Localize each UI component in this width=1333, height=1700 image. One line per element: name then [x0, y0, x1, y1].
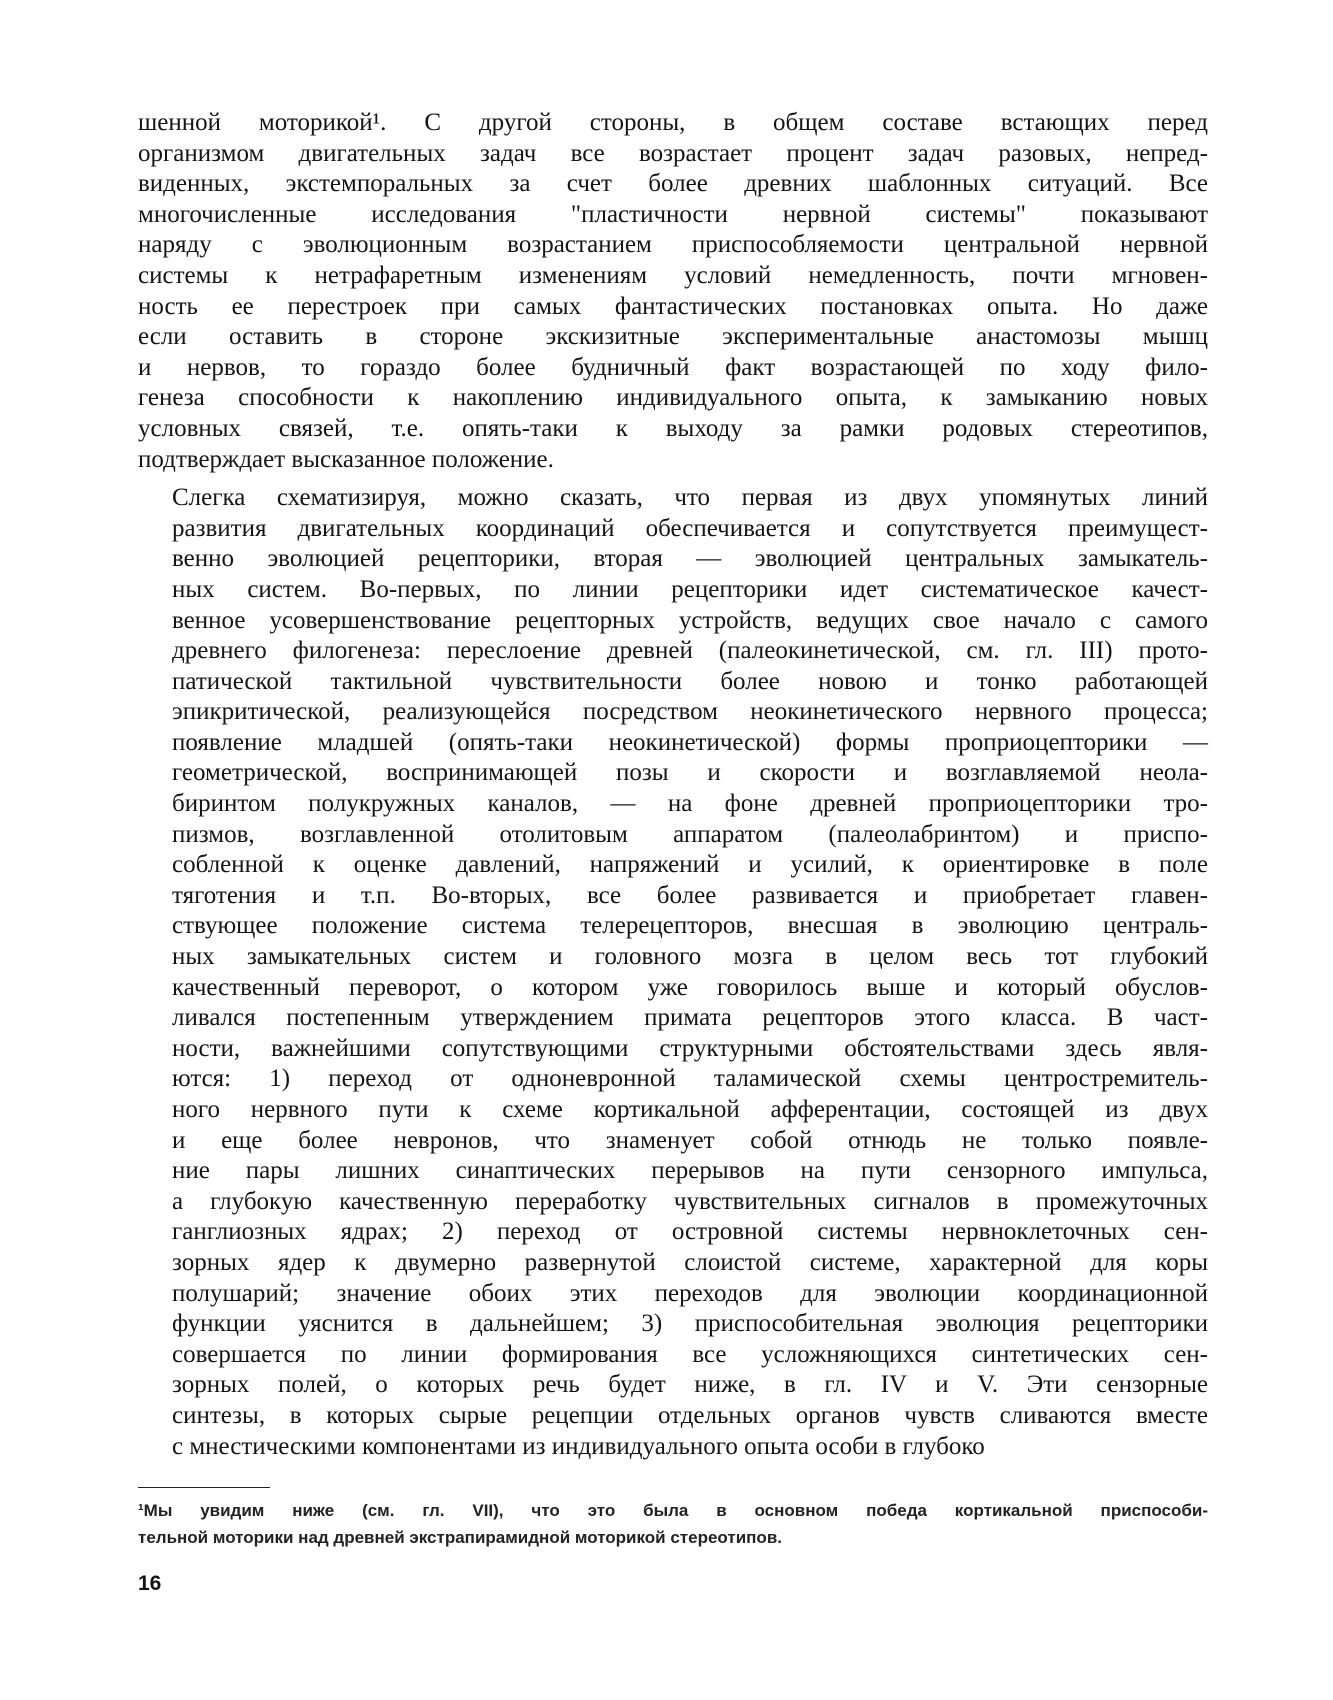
paragraph-1-line: если оставить в стороне экскизитные экспериментальные анастомозы мышц	[138, 323, 1208, 351]
paragraph-2-line: тяготения и т.п. Во-вторых, все более развивается и приобретает главен-	[172, 881, 1208, 909]
paragraph-2-line: зорных ядер к двумерно развернутой слоистой системе, характерной для коры	[172, 1248, 1208, 1276]
paragraph-2-line: собленной к оценке давлений, напряжений и усилий, к ориентировке в поле	[172, 851, 1208, 879]
paragraph-2-line: полушарий; значение обоих этих переходов для эволюции координационной	[172, 1279, 1208, 1307]
page-body	[138, 108, 1208, 1462]
paragraph-2-line: ливался постепенным утверждением примата рецепторов этого класса. В част-	[172, 1004, 1208, 1032]
paragraph-2-line: а глубокую качественную переработку чувствительных сигналов в промежуточных	[172, 1187, 1208, 1215]
paragraph-1-line: организмом двигательных задач все возрастает процент задач разовых, непред-	[138, 139, 1208, 167]
paragraph-1-line: многочисленные исследования "пластичности нервной системы" показывают	[138, 200, 1208, 228]
paragraph-2-line: с мнестическими компонентами из индивидуального опыта особи в глубоко	[172, 1432, 985, 1460]
paragraph-2-line: эпикритической, реализующейся посредством неокинетического нервного процесса;	[172, 698, 1208, 726]
paragraph-2-line: геометрической, воспринимающей позы и скорости и возглавляемой неола-	[172, 759, 1208, 787]
paragraph-2-line: синтезы, в которых сырые рецепции отдельных органов чувств сливаются вместе	[172, 1401, 1208, 1429]
paragraph-2-line: развития двигательных координаций обеспечивается и сопутствуется преимущест-	[172, 514, 1208, 542]
paragraph-2-line: зорных полей, о которых речь будет ниже, в гл. IV и V. Эти сензорные	[172, 1371, 1208, 1399]
page-number: 16	[138, 1572, 162, 1595]
footnote-separator	[138, 1487, 270, 1488]
paragraph-2-line: патической тактильной чувствительности более новою и тонко работающей	[172, 667, 1208, 695]
paragraph-2-line: функции уяснится в дальнейшем; 3) приспособительная эволюция рецепторики	[172, 1310, 1208, 1338]
paragraph-2-line: венно эволюцией рецепторики, вторая — эволюцией центральных замыкатель-	[172, 545, 1208, 573]
paragraph-1-line: и нервов, то гораздо более будничный факт возрастающей по ходу фило-	[138, 353, 1208, 381]
paragraph-2-line: древнего филогенеза: переслоение древней (палеокинетической, см. гл. III) прото-	[172, 637, 1208, 665]
paragraph-1-line: подтверждает высказанное положение.	[138, 445, 554, 473]
paragraph-1-line: генеза способности к накоплению индивидуального опыта, к замыканию новых	[138, 384, 1208, 412]
paragraph-2	[138, 483, 1208, 1462]
paragraph-1-line: условных связей, т.е. опять-таки к выходу за рамки родовых стереотипов,	[138, 414, 1208, 442]
paragraph-2-line: ности, важнейшими сопутствующими структурными обстоятельствами здесь явля-	[172, 1034, 1208, 1062]
footnote-line: тельной моторики над древней экстрапирамидной моторикой стереотипов.	[138, 1528, 782, 1547]
paragraph-2-line: ного нервного пути к схеме кортикальной афферентации, состоящей из двух	[172, 1096, 1208, 1123]
paragraph-2-line: Слегка схематизируя, можно сказать, что первая из двух упомянутых линий	[172, 484, 1208, 512]
paragraph-1-line: виденных, экстемпоральных за счет более древних шаблонных ситуаций. Все	[138, 170, 1208, 198]
paragraph-2-line: ганглиозных ядрах; 2) переход от островной системы нервноклеточных сен-	[172, 1218, 1208, 1246]
paragraph-2-line: совершается по линии формирования все усложняющихся синтетических сен-	[172, 1340, 1208, 1368]
footnote-line: ¹Мы увидим ниже (см. гл. VII), что это была в основном победа кортикальной приспособи-	[138, 1501, 1208, 1520]
paragraph-1-line: шенной моторикой¹. С другой стороны, в общем составе встающих перед	[138, 109, 1208, 136]
paragraph-2-line: ных замыкательных систем и головного мозга в целом весь тот глубокий	[172, 943, 1208, 971]
footnote	[138, 1497, 1208, 1551]
paragraph-1-line: наряду с эволюционным возрастанием приспособляемости центральной нервной	[138, 231, 1208, 259]
paragraph-2-line: венное усовершенствование рецепторных устройств, ведущих свое начало с самого	[172, 606, 1208, 634]
paragraph-2-line: и еще более невронов, что знаменует собой отнюдь не только появле-	[172, 1126, 1208, 1154]
paragraph-2-line: ются: 1) переход от одноневронной таламической схемы центростремитель-	[172, 1065, 1208, 1093]
paragraph-2-line: качественный переворот, о котором уже говорилось выше и который обуслов-	[172, 973, 1208, 1001]
paragraph-1	[138, 108, 1208, 475]
paragraph-1-line: ность ее перестроек при самых фантастических постановках опыта. Но даже	[138, 292, 1208, 320]
paragraph-2-line: ных систем. Во-первых, по линии рецепторики идет систематическое качест-	[172, 575, 1208, 603]
paragraph-2-line: биринтом полукружных каналов, — на фоне древней проприоцепторики тро-	[172, 790, 1208, 818]
paragraph-1-line: системы к нетрафаретным изменениям условий немедленность, почти мгновен-	[138, 261, 1208, 289]
paragraph-2-line: пизмов, возглавленной отолитовым аппаратом (палеолабринтом) и приспо-	[172, 820, 1208, 848]
paragraph-2-line: ние пары лишних синаптических перерывов на пути сензорного импульса,	[172, 1157, 1208, 1185]
paragraph-2-line: появление младшей (опять-таки неокинетической) формы проприоцепторики —	[172, 728, 1208, 756]
paragraph-2-line: ствующее положение система телерецепторов, внесшая в эволюцию централь-	[172, 912, 1208, 940]
